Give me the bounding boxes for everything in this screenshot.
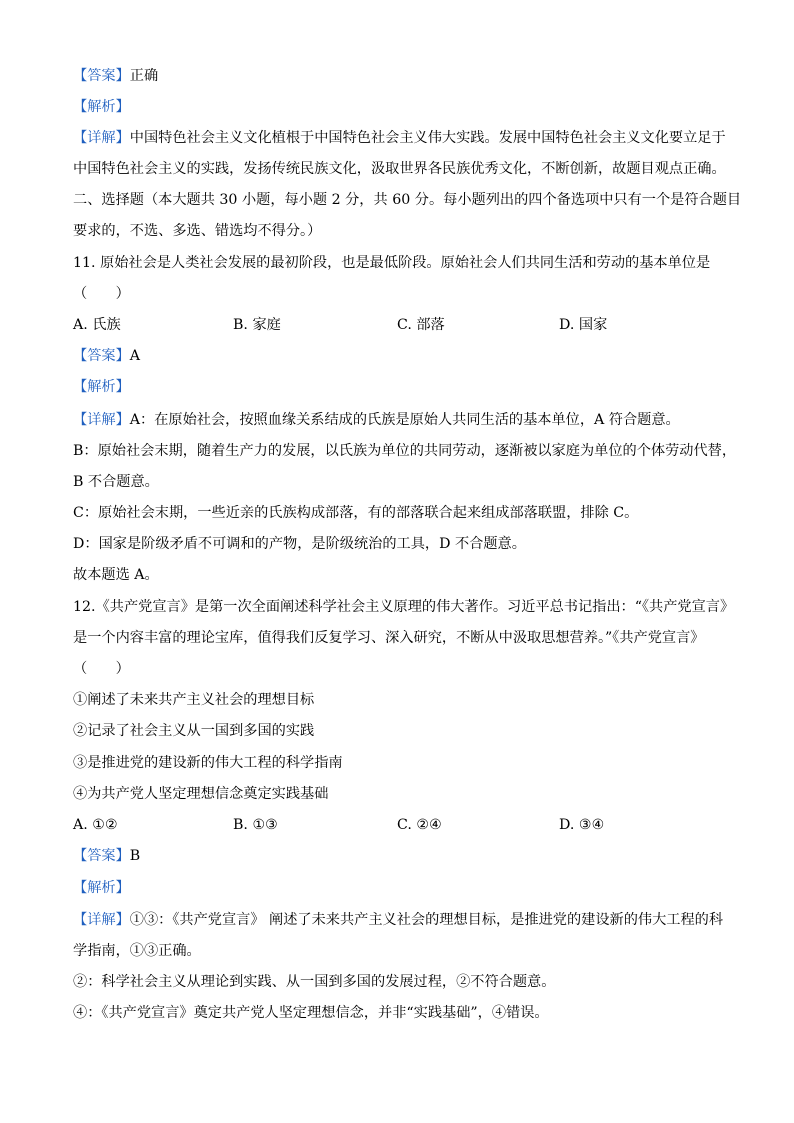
statement-1: ①阐述了未来共产主义社会的理想目标 — [73, 692, 315, 708]
answer-tag: 【答案】 — [73, 348, 130, 364]
option-a: A. 氏族 — [73, 317, 121, 333]
section-heading-cont: 要求的，不选、多选、错选均不得分。） — [73, 223, 322, 239]
question-11-options — [73, 315, 733, 335]
detail-text: A：在原始社会，按照血缘关系结成的氏族是原始人共同生活的基本单位，A 符合题意。 — [129, 412, 680, 428]
answer-value: A — [129, 348, 141, 364]
analysis-tag: 【解析】 — [73, 880, 130, 896]
detail-text: 中国特色社会主义文化植根于中国特色社会主义伟大实践。发展中国特色社会主义文化要立足于 — [129, 130, 726, 146]
answer-line — [73, 346, 733, 366]
detail-line: B：原始社会末期，随着生产力的发展，以氏族为单位的共同劳动，逐渐被以家庭为单位的个体劳动代替， — [73, 443, 737, 459]
answer-tag: 【答案】 — [73, 848, 130, 864]
question-11-stem: 11. 原始社会是人类社会发展的最初阶段，也是最低阶段。原始社会人们共同生活和劳动的基本单位是 — [73, 255, 711, 271]
detail-line: B 不合题意。 — [73, 474, 159, 490]
answer-line — [73, 846, 733, 866]
option-d: D. 国家 — [559, 317, 608, 333]
option-b: B. ①③ — [233, 817, 278, 833]
option-c: C. ②④ — [397, 817, 442, 833]
detail-line: ②：科学社会主义从理论到实践、从一国到多国的发展过程，②不符合题意。 — [73, 974, 556, 990]
answer-tag: 【答案】 — [73, 68, 130, 84]
detail-tag: 【详解】 — [73, 412, 130, 428]
answer-value: B — [129, 848, 141, 864]
statement-4: ④为共产党人坚定理想信念奠定实践基础 — [73, 786, 329, 802]
question-12-options — [73, 815, 733, 835]
detail-line — [73, 910, 733, 930]
answer-line — [73, 66, 733, 86]
detail-line: 学指南，①③正确。 — [73, 943, 201, 959]
option-b: B. 家庭 — [233, 317, 281, 333]
analysis-tag: 【解析】 — [73, 379, 130, 395]
analysis-tag: 【解析】 — [73, 99, 130, 115]
detail-line — [73, 410, 733, 430]
statement-3: ③是推进党的建设新的伟大工程的科学指南 — [73, 755, 343, 771]
section-heading: 二、选择题（本大题共 30 小题，每小题 2 分，共 60 分。每小题列出的四个备选项中只有一个是符合题目 — [73, 192, 742, 208]
detail-line — [73, 128, 733, 148]
question-11-paren: （ ） — [73, 286, 130, 302]
statement-2: ②记录了社会主义从一国到多国的实践 — [73, 723, 315, 739]
detail-tag: 【详解】 — [73, 912, 130, 928]
detail-text: ①③：《共产党宣言》 阐述了未来共产主义社会的理想目标，是推进党的建设新的伟大工程的科 — [129, 912, 724, 928]
option-d: D. ③④ — [559, 817, 605, 833]
option-a: A. ①② — [73, 817, 118, 833]
option-c: C. 部落 — [397, 317, 445, 333]
detail-line: ④：《共产党宣言》奠定共产党人坚定理想信念，并非“实践基础”，④错误。 — [73, 1005, 549, 1021]
detail-line: 中国特色社会主义的实践，发扬传统民族文化，汲取世界各民族优秀文化，不断创新，故题目观点正确。 — [73, 161, 726, 177]
detail-tag: 【详解】 — [73, 130, 130, 146]
answer-value: 正确 — [129, 68, 159, 84]
conclusion-line: 故本题选 A。 — [73, 567, 159, 583]
question-12-stem: 12.《共产党宣言》是第一次全面阐述科学社会主义原理的伟大著作。习近平总书记指出：“《共产党宣言》 — [73, 599, 735, 615]
question-12-paren: （ ） — [73, 661, 130, 677]
detail-line: D：国家是阶级矛盾不可调和的产物，是阶级统治的工具，D 不合题意。 — [73, 536, 526, 552]
detail-line: C：原始社会末期，一些近亲的氏族构成部落，有的部落联合起来组成部落联盟，排除 C。 — [73, 505, 639, 521]
question-12-stem-cont: 是一个内容丰富的理论宝库，值得我们反复学习、深入研究，不断从中汲取思想营养。”《共产党宣言》 — [73, 630, 705, 646]
